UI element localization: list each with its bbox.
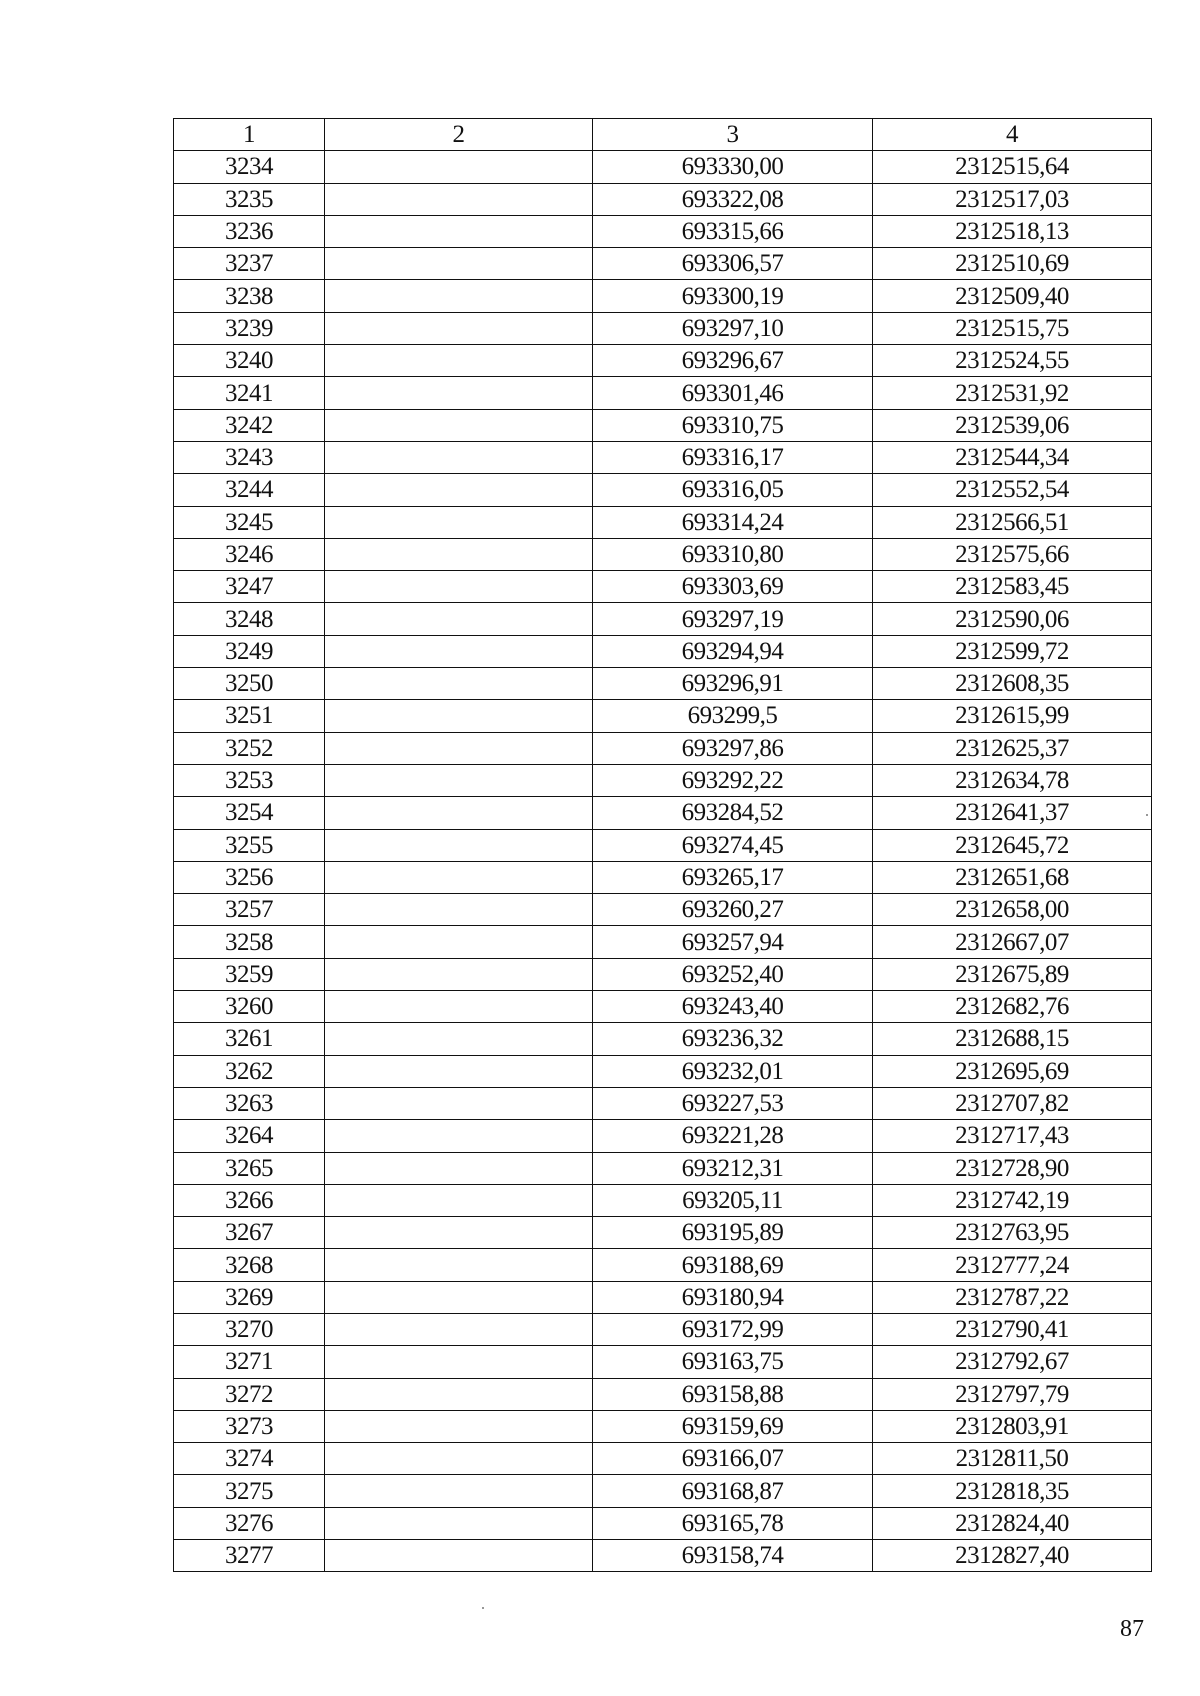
y-coordinate-cell: 2312625,37	[873, 732, 1152, 764]
point-number-cell: 3257	[174, 894, 325, 926]
note-cell	[325, 1023, 593, 1055]
x-coordinate-cell: 693243,40	[593, 991, 873, 1023]
note-cell	[325, 797, 593, 829]
table-header-row	[174, 119, 1152, 151]
y-coordinate-cell: 2312641,37	[873, 797, 1152, 829]
point-number-cell: 3269	[174, 1281, 325, 1313]
y-coordinate-cell: 2312675,89	[873, 958, 1152, 990]
note-cell	[325, 345, 593, 377]
table-row	[174, 829, 1152, 861]
note-cell	[325, 764, 593, 796]
y-coordinate-cell: 2312552,54	[873, 474, 1152, 506]
x-coordinate-cell: 693300,19	[593, 280, 873, 312]
point-number-cell: 3266	[174, 1184, 325, 1216]
note-cell	[325, 1540, 593, 1572]
note-cell	[325, 603, 593, 635]
y-coordinate-cell: 2312645,72	[873, 829, 1152, 861]
x-coordinate-cell: 693180,94	[593, 1281, 873, 1313]
table-row	[174, 1507, 1152, 1539]
table-row	[174, 1249, 1152, 1281]
y-coordinate-cell: 2312792,67	[873, 1346, 1152, 1378]
x-coordinate-cell: 693299,5	[593, 700, 873, 732]
point-number-cell: 3262	[174, 1055, 325, 1087]
note-cell	[325, 926, 593, 958]
table-row	[174, 409, 1152, 441]
x-coordinate-cell: 693322,08	[593, 183, 873, 215]
table-row	[174, 1055, 1152, 1087]
note-cell	[325, 861, 593, 893]
point-number-cell: 3261	[174, 1023, 325, 1055]
table-row	[174, 1087, 1152, 1119]
table-row	[174, 312, 1152, 344]
y-coordinate-cell: 2312531,92	[873, 377, 1152, 409]
note-cell	[325, 312, 593, 344]
note-cell	[325, 409, 593, 441]
x-coordinate-cell: 693292,22	[593, 764, 873, 796]
note-cell	[325, 474, 593, 506]
table-row	[174, 1540, 1152, 1572]
table-row	[174, 732, 1152, 764]
table-row	[174, 506, 1152, 538]
table-row	[174, 345, 1152, 377]
point-number-cell: 3270	[174, 1313, 325, 1345]
x-coordinate-cell: 693212,31	[593, 1152, 873, 1184]
point-number-cell: 3265	[174, 1152, 325, 1184]
table-row	[174, 183, 1152, 215]
y-coordinate-cell: 2312518,13	[873, 215, 1152, 247]
table-row	[174, 151, 1152, 183]
point-number-cell: 3263	[174, 1087, 325, 1119]
point-number-cell: 3240	[174, 345, 325, 377]
x-coordinate-cell: 693188,69	[593, 1249, 873, 1281]
point-number-cell: 3256	[174, 861, 325, 893]
table-row	[174, 668, 1152, 700]
point-number-cell: 3238	[174, 280, 325, 312]
table-row	[174, 248, 1152, 280]
table-row	[174, 764, 1152, 796]
point-number-cell: 3267	[174, 1217, 325, 1249]
note-cell	[325, 151, 593, 183]
note-cell	[325, 1120, 593, 1152]
x-coordinate-cell: 693221,28	[593, 1120, 873, 1152]
note-cell	[325, 635, 593, 667]
table-body	[174, 151, 1152, 1572]
x-coordinate-cell: 693165,78	[593, 1507, 873, 1539]
point-number-cell: 3274	[174, 1443, 325, 1475]
x-coordinate-cell: 693296,67	[593, 345, 873, 377]
table-row	[174, 280, 1152, 312]
point-number-cell: 3239	[174, 312, 325, 344]
x-coordinate-cell: 693284,52	[593, 797, 873, 829]
table-row	[174, 958, 1152, 990]
x-coordinate-cell: 693265,17	[593, 861, 873, 893]
x-coordinate-cell: 693297,10	[593, 312, 873, 344]
y-coordinate-cell: 2312811,50	[873, 1443, 1152, 1475]
note-cell	[325, 1152, 593, 1184]
table-row	[174, 1184, 1152, 1216]
header-col-1: 1	[174, 119, 325, 151]
note-cell	[325, 1087, 593, 1119]
note-cell	[325, 1217, 593, 1249]
point-number-cell: 3253	[174, 764, 325, 796]
point-number-cell: 3268	[174, 1249, 325, 1281]
x-coordinate-cell: 693330,00	[593, 151, 873, 183]
note-cell	[325, 183, 593, 215]
table-row	[174, 1023, 1152, 1055]
x-coordinate-cell: 693294,94	[593, 635, 873, 667]
y-coordinate-cell: 2312797,79	[873, 1378, 1152, 1410]
table-row	[174, 1152, 1152, 1184]
note-cell	[325, 1443, 593, 1475]
table-row	[174, 377, 1152, 409]
table-row	[174, 603, 1152, 635]
note-cell	[325, 538, 593, 570]
x-coordinate-cell: 693260,27	[593, 894, 873, 926]
x-coordinate-cell: 693232,01	[593, 1055, 873, 1087]
note-cell	[325, 1281, 593, 1313]
y-coordinate-cell: 2312688,15	[873, 1023, 1152, 1055]
y-coordinate-cell: 2312651,68	[873, 861, 1152, 893]
table-row	[174, 1443, 1152, 1475]
y-coordinate-cell: 2312515,64	[873, 151, 1152, 183]
table-row	[174, 635, 1152, 667]
table-row	[174, 926, 1152, 958]
y-coordinate-cell: 2312777,24	[873, 1249, 1152, 1281]
table-row	[174, 1475, 1152, 1507]
y-coordinate-cell: 2312583,45	[873, 571, 1152, 603]
y-coordinate-cell: 2312695,69	[873, 1055, 1152, 1087]
y-coordinate-cell: 2312524,55	[873, 345, 1152, 377]
x-coordinate-cell: 693163,75	[593, 1346, 873, 1378]
table-row	[174, 894, 1152, 926]
point-number-cell: 3251	[174, 700, 325, 732]
y-coordinate-cell: 2312717,43	[873, 1120, 1152, 1152]
page-number: 87	[1120, 1616, 1144, 1642]
y-coordinate-cell: 2312544,34	[873, 441, 1152, 473]
y-coordinate-cell: 2312728,90	[873, 1152, 1152, 1184]
point-number-cell: 3249	[174, 635, 325, 667]
note-cell	[325, 1410, 593, 1442]
point-number-cell: 3272	[174, 1378, 325, 1410]
table-row	[174, 1281, 1152, 1313]
point-number-cell: 3250	[174, 668, 325, 700]
x-coordinate-cell: 693274,45	[593, 829, 873, 861]
table-row	[174, 441, 1152, 473]
x-coordinate-cell: 693236,32	[593, 1023, 873, 1055]
note-cell	[325, 1475, 593, 1507]
table-row	[174, 571, 1152, 603]
x-coordinate-cell: 693252,40	[593, 958, 873, 990]
point-number-cell: 3246	[174, 538, 325, 570]
x-coordinate-cell: 693257,94	[593, 926, 873, 958]
note-cell	[325, 215, 593, 247]
x-coordinate-cell: 693158,88	[593, 1378, 873, 1410]
note-cell	[325, 1249, 593, 1281]
x-coordinate-cell: 693297,19	[593, 603, 873, 635]
x-coordinate-cell: 693296,91	[593, 668, 873, 700]
y-coordinate-cell: 2312510,69	[873, 248, 1152, 280]
y-coordinate-cell: 2312634,78	[873, 764, 1152, 796]
point-number-cell: 3235	[174, 183, 325, 215]
y-coordinate-cell: 2312590,06	[873, 603, 1152, 635]
point-number-cell: 3242	[174, 409, 325, 441]
y-coordinate-cell: 2312827,40	[873, 1540, 1152, 1572]
header-col-2: 2	[325, 119, 593, 151]
table-row	[174, 797, 1152, 829]
y-coordinate-cell: 2312566,51	[873, 506, 1152, 538]
x-coordinate-cell: 693205,11	[593, 1184, 873, 1216]
x-coordinate-cell: 693310,75	[593, 409, 873, 441]
y-coordinate-cell: 2312575,66	[873, 538, 1152, 570]
table-row	[174, 1410, 1152, 1442]
y-coordinate-cell: 2312509,40	[873, 280, 1152, 312]
table-row	[174, 474, 1152, 506]
note-cell	[325, 1184, 593, 1216]
note-cell	[325, 1507, 593, 1539]
y-coordinate-cell: 2312539,06	[873, 409, 1152, 441]
y-coordinate-cell: 2312803,91	[873, 1410, 1152, 1442]
point-number-cell: 3260	[174, 991, 325, 1023]
table-row	[174, 991, 1152, 1023]
table-row	[174, 700, 1152, 732]
x-coordinate-cell: 693314,24	[593, 506, 873, 538]
point-number-cell: 3264	[174, 1120, 325, 1152]
note-cell	[325, 1055, 593, 1087]
note-cell	[325, 894, 593, 926]
table-row	[174, 1217, 1152, 1249]
note-cell	[325, 732, 593, 764]
table-row	[174, 861, 1152, 893]
y-coordinate-cell: 2312517,03	[873, 183, 1152, 215]
scan-speck	[482, 1607, 484, 1609]
note-cell	[325, 1346, 593, 1378]
table-row	[174, 1313, 1152, 1345]
point-number-cell: 3276	[174, 1507, 325, 1539]
point-number-cell: 3255	[174, 829, 325, 861]
y-coordinate-cell: 2312824,40	[873, 1507, 1152, 1539]
x-coordinate-cell: 693159,69	[593, 1410, 873, 1442]
x-coordinate-cell: 693297,86	[593, 732, 873, 764]
coordinates-table	[173, 118, 1152, 1572]
header-col-4: 4	[873, 119, 1152, 151]
header-col-3: 3	[593, 119, 873, 151]
point-number-cell: 3245	[174, 506, 325, 538]
table-row	[174, 1378, 1152, 1410]
note-cell	[325, 1378, 593, 1410]
x-coordinate-cell: 693316,05	[593, 474, 873, 506]
y-coordinate-cell: 2312682,76	[873, 991, 1152, 1023]
point-number-cell: 3236	[174, 215, 325, 247]
y-coordinate-cell: 2312763,95	[873, 1217, 1152, 1249]
y-coordinate-cell: 2312658,00	[873, 894, 1152, 926]
note-cell	[325, 506, 593, 538]
x-coordinate-cell: 693227,53	[593, 1087, 873, 1119]
y-coordinate-cell: 2312515,75	[873, 312, 1152, 344]
x-coordinate-cell: 693310,80	[593, 538, 873, 570]
note-cell	[325, 958, 593, 990]
point-number-cell: 3271	[174, 1346, 325, 1378]
y-coordinate-cell: 2312742,19	[873, 1184, 1152, 1216]
note-cell	[325, 377, 593, 409]
point-number-cell: 3241	[174, 377, 325, 409]
x-coordinate-cell: 693168,87	[593, 1475, 873, 1507]
x-coordinate-cell: 693158,74	[593, 1540, 873, 1572]
table-row	[174, 215, 1152, 247]
table-row	[174, 1120, 1152, 1152]
table-row	[174, 1346, 1152, 1378]
note-cell	[325, 829, 593, 861]
x-coordinate-cell: 693316,17	[593, 441, 873, 473]
x-coordinate-cell: 693306,57	[593, 248, 873, 280]
note-cell	[325, 280, 593, 312]
y-coordinate-cell: 2312608,35	[873, 668, 1152, 700]
point-number-cell: 3275	[174, 1475, 325, 1507]
point-number-cell: 3277	[174, 1540, 325, 1572]
point-number-cell: 3248	[174, 603, 325, 635]
scan-speck	[1146, 814, 1148, 816]
y-coordinate-cell: 2312599,72	[873, 635, 1152, 667]
point-number-cell: 3234	[174, 151, 325, 183]
point-number-cell: 3258	[174, 926, 325, 958]
x-coordinate-cell: 693172,99	[593, 1313, 873, 1345]
note-cell	[325, 991, 593, 1023]
point-number-cell: 3237	[174, 248, 325, 280]
x-coordinate-cell: 693303,69	[593, 571, 873, 603]
note-cell	[325, 668, 593, 700]
y-coordinate-cell: 2312667,07	[873, 926, 1152, 958]
point-number-cell: 3247	[174, 571, 325, 603]
point-number-cell: 3244	[174, 474, 325, 506]
point-number-cell: 3254	[174, 797, 325, 829]
y-coordinate-cell: 2312615,99	[873, 700, 1152, 732]
y-coordinate-cell: 2312787,22	[873, 1281, 1152, 1313]
x-coordinate-cell: 693166,07	[593, 1443, 873, 1475]
point-number-cell: 3259	[174, 958, 325, 990]
point-number-cell: 3273	[174, 1410, 325, 1442]
y-coordinate-cell: 2312818,35	[873, 1475, 1152, 1507]
x-coordinate-cell: 693195,89	[593, 1217, 873, 1249]
point-number-cell: 3243	[174, 441, 325, 473]
note-cell	[325, 248, 593, 280]
note-cell	[325, 441, 593, 473]
y-coordinate-cell: 2312707,82	[873, 1087, 1152, 1119]
x-coordinate-cell: 693301,46	[593, 377, 873, 409]
note-cell	[325, 571, 593, 603]
y-coordinate-cell: 2312790,41	[873, 1313, 1152, 1345]
note-cell	[325, 1313, 593, 1345]
point-number-cell: 3252	[174, 732, 325, 764]
x-coordinate-cell: 693315,66	[593, 215, 873, 247]
note-cell	[325, 700, 593, 732]
table-row	[174, 538, 1152, 570]
